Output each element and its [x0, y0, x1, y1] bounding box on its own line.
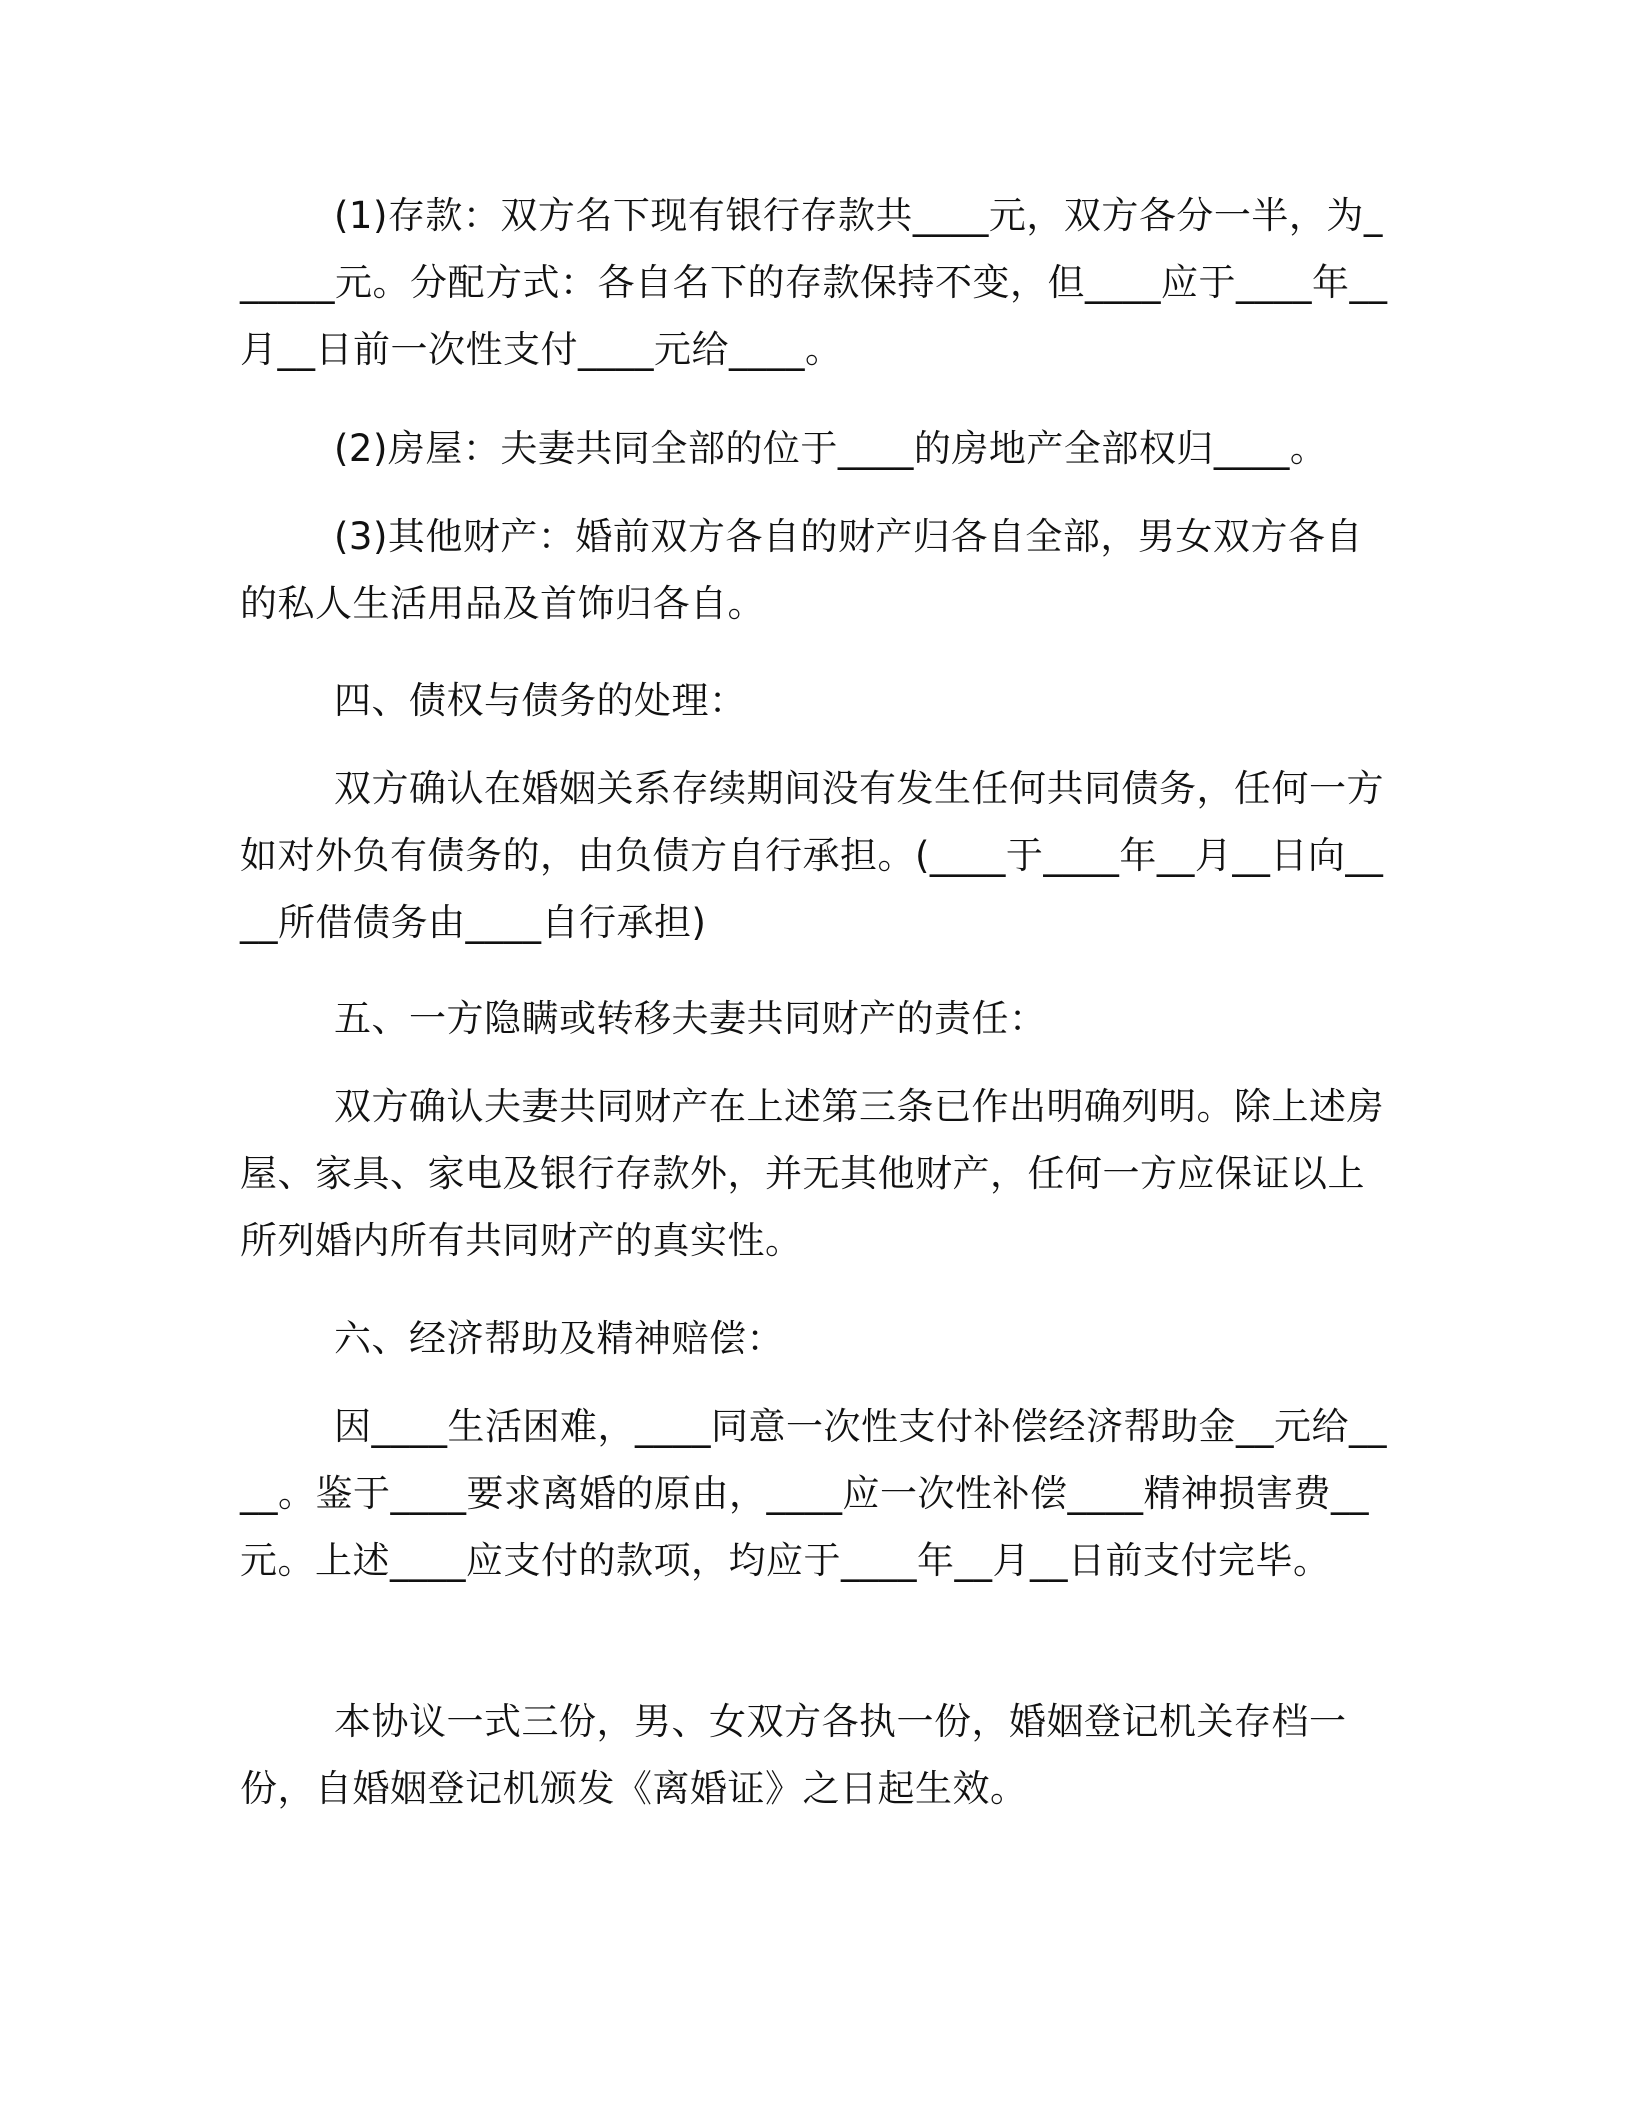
clause-savings: (1)存款：双方名下现有银行存款共____元，双方各分一半，为______元。分配方式：各自名下的存款保持不变，但____应于____年__月__日前一次性支付____元给____。: [240, 194, 1388, 371]
clause-concealment: 双方确认夫妻共同财产在上述第三条已作出明确列明。除上述房屋、家具、家电及银行存款外，并无其他财产，任何一方应保证以上所列婚内所有共同财产的真实性。: [240, 1085, 1384, 1262]
section-heading-compensation: 六、经济帮助及精神赔偿：: [334, 1317, 784, 1360]
clause-house: (2)房屋：夫妻共同全部的位于____的房地产全部权归____。: [334, 427, 1328, 470]
clause-compensation: 因____生活困难，____同意一次性支付补偿经济帮助金__元给____。鉴于____要求离婚的原由，____应一次性补偿____精神损害费__元。上述____应支付的款项，均应于____年__月__日前支付完毕。: [240, 1405, 1387, 1582]
clause-other-property: (3)其他财产：婚前双方各自的财产归各自全部，男女双方各自的私人生活用品及首饰归各自。: [240, 515, 1363, 625]
clause-debts: 双方确认在婚姻关系存续期间没有发生任何共同债务，任何一方如对外负有债务的，由负债方自行承担。(____于____年__月__日向____所借债务由____自行承担): [240, 767, 1384, 944]
clause-copies: 本协议一式三份，男、女双方各执一份，婚姻登记机关存档一份，自婚姻登记机颁发《离婚证》之日起生效。: [240, 1700, 1347, 1810]
section-heading-concealment: 五、一方隐瞒或转移夫妻共同财产的责任：: [334, 997, 1047, 1040]
section-heading-debts: 四、债权与债务的处理：: [334, 679, 747, 722]
